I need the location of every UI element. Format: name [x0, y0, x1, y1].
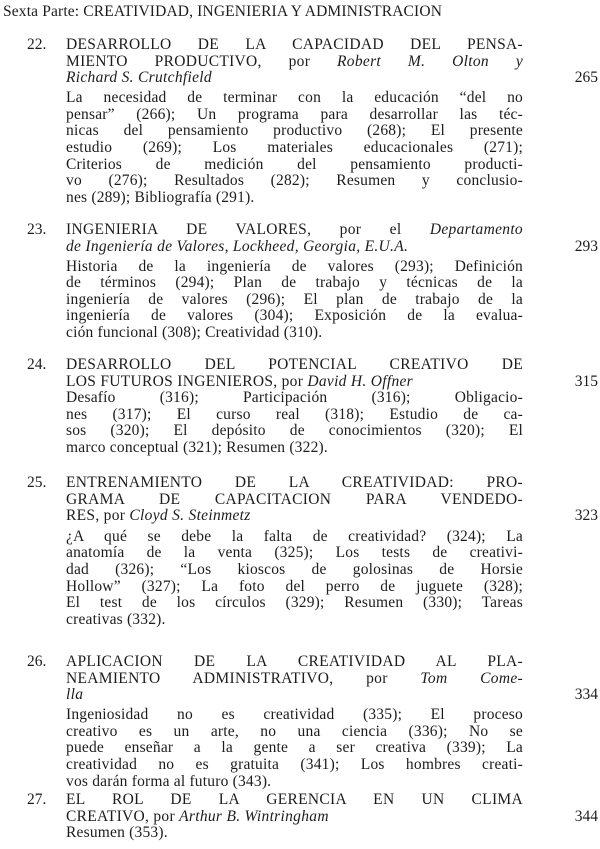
summary-line: Historia de la ingeniería de valores (293); Definición — [66, 257, 523, 275]
title-line — [66, 792, 523, 809]
title-line — [66, 492, 523, 509]
summary-line: Hollow” (327); La foto del perro de juguete (328); — [66, 577, 523, 595]
author-text: David H. Offner — [307, 372, 414, 390]
author-text: de Ingeniería de Valores, Lockheed, Georgia, E.U.A. — [66, 237, 409, 255]
summary-line: Criterios de medición del pensamiento producti- — [66, 155, 523, 173]
author-text: Arthur B. Wintringham — [179, 807, 329, 825]
summary-line: creativo es un arte, no una ciencia (336); No se — [66, 722, 523, 740]
title-text: GRAMA DE CAPACITACION PARA VENDEDO- — [66, 490, 523, 508]
summary-line: Ingeniosidad no es creatividad (335); El proceso — [66, 706, 523, 724]
title-line — [66, 70, 523, 87]
summary-line: Desafío (316); Participación (316); Obligacio- — [66, 389, 523, 407]
chapter-summary — [66, 90, 523, 206]
summary-line: dad (326); “Los kioscos de golosinas de Horsie — [66, 560, 523, 578]
title-text: MIENTO PRODUCTIVO, por — [66, 52, 338, 70]
author-text: Robert M. Olton y — [337, 52, 523, 70]
summary-line: Resumen (353). — [66, 824, 168, 842]
title-line — [66, 37, 523, 54]
page-number: 334 — [574, 686, 598, 704]
summary-line: pensar” (266); Un programa para desarrollar las téc- — [66, 105, 523, 123]
page-number: 323 — [574, 507, 598, 525]
summary-line: ¿A qué se debe la falta de creatividad? (324); La — [66, 527, 523, 545]
title-text: NEAMIENTO ADMINISTRATIVO, por — [66, 669, 421, 687]
chapter-summary — [66, 390, 523, 456]
title-text: APLICACION DE LA CREATIVIDAD AL PLA- — [66, 653, 523, 670]
chapter-number: 25. — [27, 474, 47, 491]
summary-line: estudio (269); Los materiales educacionales (271); — [66, 139, 523, 157]
author-text: Cloyd S. Steinmetz — [129, 507, 251, 525]
summary-line: El test de los círculos (329); Resumen (330); Tareas — [66, 594, 523, 612]
chapter-summary — [66, 529, 523, 629]
chapter-number: 26. — [27, 653, 47, 670]
title-text: ENTRENAMIENTO DE LA CREATIVIDAD: PRO- — [66, 474, 523, 491]
part-heading: Sexta Parte: CREATIVIDAD, INGENIERIA Y ADMINISTRACION — [3, 3, 443, 20]
author-text: lla — [66, 686, 84, 704]
title-text: CREATIVO, por — [66, 807, 180, 825]
author-text: Tom Come- — [420, 669, 523, 687]
title-line — [66, 222, 523, 239]
page-number: 344 — [574, 807, 598, 825]
title-line — [66, 809, 523, 826]
page-number: 293 — [574, 237, 598, 255]
chapter-title — [66, 357, 523, 390]
title-text: LOS FUTUROS INGENIEROS, por — [66, 372, 308, 390]
summary-line: sos (320); El depósito de conocimientos (320); El — [66, 422, 523, 440]
author-text: Richard S. Crutchfield — [66, 69, 212, 87]
title-text: DESARROLLO DEL POTENCIAL CREATIVO DE — [66, 356, 523, 373]
title-text: RES, por — [66, 507, 130, 525]
title-line — [66, 239, 523, 256]
summary-line: marco conceptual (321); Resumen (322). — [66, 438, 328, 456]
chapter-title — [66, 654, 523, 704]
summary-line: ingeniería de valores (296); El plan de trabajo de la — [66, 290, 523, 308]
summary-line: creatividad no es gratuita (341); Los hombres creati- — [66, 756, 523, 774]
title-line — [66, 475, 523, 492]
summary-line: ingeniería de valores (304); Exposición de la evalua- — [66, 307, 523, 325]
summary-line: de términos (294); Plan de trabajo y técnicas de la — [66, 274, 523, 292]
chapter-summary — [66, 707, 523, 790]
chapter-number: 24. — [27, 356, 47, 373]
summary-line: nes (289); Bibliografía (291). — [66, 188, 255, 206]
chapter-title — [66, 37, 523, 87]
summary-line: anatomía de la venta (325); Los tests de creativi- — [66, 544, 523, 562]
title-line — [66, 671, 523, 688]
chapter-number: 27. — [27, 791, 47, 808]
title-text: DESARROLLO DE LA CAPACIDAD DEL PENSA- — [66, 36, 523, 53]
title-line — [66, 357, 523, 374]
title-line — [66, 654, 523, 671]
summary-line: La necesidad de terminar con la educación “del no — [66, 89, 523, 107]
page-number: 315 — [574, 372, 598, 390]
chapter-summary — [66, 259, 523, 342]
summary-line: puede enseñar a la gente a ser creativa (339); La — [66, 739, 523, 757]
chapter-title — [66, 222, 523, 255]
chapter-number: 22. — [27, 36, 47, 53]
summary-line: vo (276); Resultados (282); Resumen y conclusio- — [66, 172, 523, 190]
title-line — [66, 54, 523, 71]
title-line — [66, 508, 523, 525]
author-text: Departamento — [429, 221, 523, 238]
title-text: INGENIERIA DE VALORES, por el — [66, 221, 430, 238]
chapter-title — [66, 475, 523, 525]
summary-line: creativas (332). — [66, 610, 166, 628]
chapter-summary — [66, 825, 523, 842]
title-text: EL ROL DE LA GERENCIA EN UN CLIMA — [66, 791, 523, 808]
chapter-title — [66, 792, 523, 825]
chapter-number: 23. — [27, 221, 47, 238]
summary-line: nicas del pensamiento productivo (268); El presente — [66, 122, 523, 140]
title-line — [66, 687, 523, 704]
title-line — [66, 374, 523, 391]
page-number: 265 — [574, 69, 598, 87]
summary-line: vos darán forma al futuro (343). — [66, 772, 272, 790]
summary-line: ción funcional (308); Creatividad (310). — [66, 324, 323, 342]
summary-line: nes (317); El curso real (318); Estudio de ca- — [66, 405, 523, 423]
